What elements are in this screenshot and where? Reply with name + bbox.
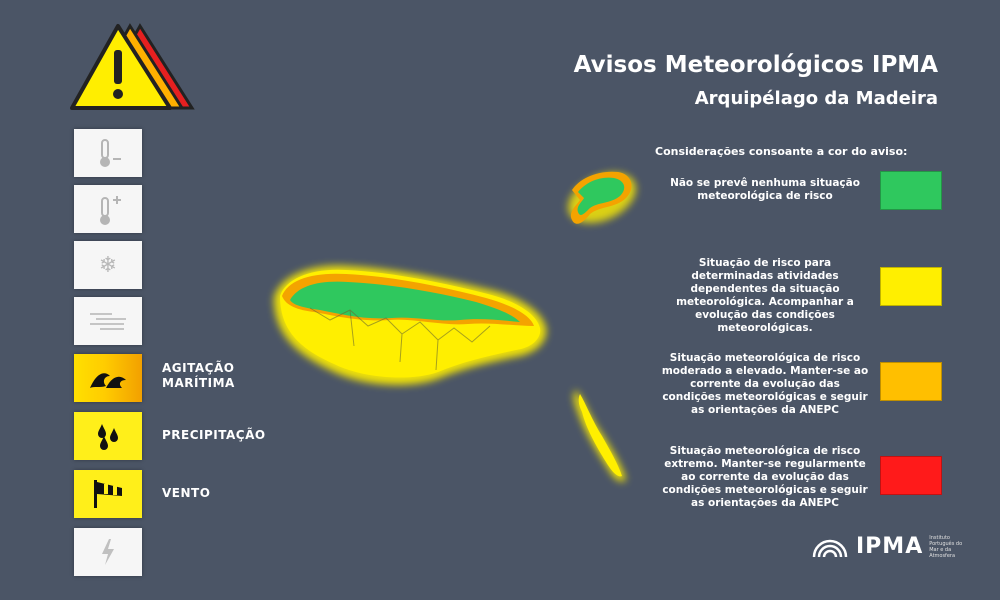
legend-text-yellow: Situação de risco para determinadas atividades dependentes da situação meteorológica. Acompanhar a evolução das condições meteorológicas. xyxy=(676,257,854,334)
ipma-logo xyxy=(810,534,965,559)
wave-icon xyxy=(88,364,128,392)
thermometer-minus-icon xyxy=(91,136,125,170)
legend-text-green: Não se prevê nenhuma situação meteorológica de risco xyxy=(670,177,860,202)
ipma-arcs-icon xyxy=(810,535,850,559)
legend-heading: Considerações consoante a cor do aviso: xyxy=(655,145,908,158)
wave-tile xyxy=(74,354,142,402)
thermometer-minus-tile xyxy=(74,129,142,177)
page-subtitle: Arquipélago da Madeira xyxy=(694,88,938,109)
ipma-logo-subtext: Instituto Português do Mar e da Atmosfera xyxy=(929,534,963,559)
legend-swatch-orange xyxy=(880,362,942,401)
legend-swatch-green xyxy=(880,171,942,210)
page-title: Avisos Meteorológicos IPMA xyxy=(573,52,938,78)
thermometer-plus-tile xyxy=(74,185,142,233)
wave-label: AGITAÇÃO MARÍTIMA xyxy=(162,361,235,390)
legend-swatch-yellow xyxy=(880,267,942,306)
wind-label: VENTO xyxy=(162,486,211,500)
fog-tile xyxy=(74,297,142,345)
madeira-island xyxy=(274,266,546,385)
porto-santo-island xyxy=(560,163,644,233)
lightning-icon xyxy=(98,537,118,567)
ipma-logo-text: IPMA xyxy=(856,534,924,559)
legend-swatch-red xyxy=(880,456,942,495)
rain-drops-tile xyxy=(74,412,142,460)
warning-triangle-icon xyxy=(68,22,196,114)
madeira-map xyxy=(250,150,650,510)
legend-text-orange: Situação meteorológica de risco moderado a elevado. Manter-se ao corrente da evolução das condições meteorológicas e seguir as orientações da ANEPC xyxy=(661,352,869,416)
desertas-islands xyxy=(574,390,626,482)
windsock-tile xyxy=(74,470,142,518)
legend-text-red: Situação meteorológica de risco extremo. Manter-se regularmente ao corrente da evolução das condições meteorológicas e seguir as orientações da ANEPC xyxy=(662,445,868,509)
rain-drops-icon xyxy=(93,422,123,450)
snowflake-icon: ❄ xyxy=(98,252,118,278)
windsock-icon xyxy=(90,478,126,510)
snowflake-tile xyxy=(74,241,142,289)
fog-icon xyxy=(88,309,128,333)
lightning-tile xyxy=(74,528,142,576)
thermometer-plus-icon xyxy=(91,192,125,226)
rain-label: PRECIPITAÇÃO xyxy=(162,428,266,442)
